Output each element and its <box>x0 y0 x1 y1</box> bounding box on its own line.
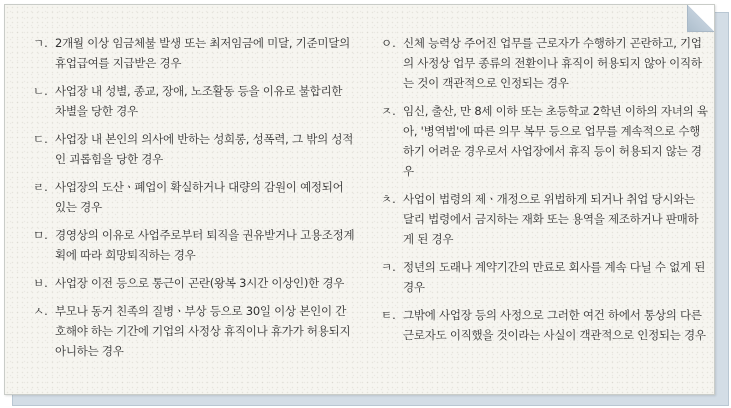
item-text: 사업장 이전 등으로 통근이 곤란(왕복 3시간 이상인)한 경우 <box>55 276 345 290</box>
folded-corner-icon <box>687 5 714 32</box>
item-text: 사업장의 도산ㆍ폐업이 확실하거나 대량의 감원이 예정되어 있는 경우 <box>55 180 344 214</box>
item-marker: ㅁ. <box>33 228 48 242</box>
list-item <box>33 225 355 265</box>
list-item <box>381 189 709 249</box>
list-item <box>33 177 355 217</box>
item-marker: ㅇ. <box>381 36 396 50</box>
item-marker: ㄴ. <box>33 84 48 98</box>
list-item <box>33 81 355 121</box>
item-text: 부모나 동거 친족의 질병ㆍ부상 등으로 30일 이상 본인이 간호해야 하는 기간에 기업의 사정상 휴직이나 휴가가 허용되지 아니하는 경우 <box>55 304 351 358</box>
item-text: 사업장 내 본인의 의사에 반하는 성희롱, 성폭력, 그 밖의 성적인 괴롭힘을 당한 경우 <box>55 132 354 166</box>
list-item <box>33 129 355 169</box>
item-text: 경영상의 이유로 사업주로부터 퇴직을 권유받거나 고용조정계획에 따라 희망퇴직하는 경우 <box>55 228 355 262</box>
item-text: 신체 능력상 주어진 업무를 근로자가 수행하기 곤란하고, 기업의 사정상 업무 종류의 전환이나 휴직이 허용되지 않아 이직하는 것이 객관적으로 인정되는 경우 <box>403 36 702 90</box>
item-marker: ㅌ. <box>381 308 396 322</box>
list-item <box>33 301 355 361</box>
item-marker: ㅊ. <box>381 192 396 206</box>
item-marker: ㄹ. <box>33 180 48 194</box>
list-item <box>33 33 355 73</box>
item-text: 2개월 이상 임금체불 발생 또는 최저임금에 미달, 기준미달의 휴업급여를 지급받은 경우 <box>55 36 350 70</box>
list-item <box>381 101 709 181</box>
list-item <box>381 33 709 93</box>
note-paper <box>4 4 715 395</box>
left-column <box>33 33 355 369</box>
item-marker: ㅂ. <box>33 276 48 290</box>
item-text: 사업장 내 성별, 종교, 장애, 노조활동 등을 이유로 불합리한 차별을 당한 경우 <box>55 84 343 118</box>
item-marker: ㅅ. <box>33 304 48 318</box>
item-text: 임신, 출산, 만 8세 이하 또는 초등학교 2학년 이하의 자녀의 육아, '병역법'에 따른 의무 복무 등으로 업무를 계속적으로 수행하기 어려운 경우로서 사업장에서 휴직 등이 허용되지 않는 경우 <box>403 104 708 178</box>
item-marker: ㄱ. <box>33 36 48 50</box>
item-text: 사업이 법령의 제ㆍ개정으로 위법하게 되거나 취업 당시와는 달리 법령에서 금지하는 재화 또는 용역을 제조하거나 판매하게 된 경우 <box>403 192 699 246</box>
list-item <box>381 257 709 297</box>
list-item <box>33 273 355 293</box>
item-text: 그밖에 사업장 등의 사정으로 그러한 여건 하에서 통상의 다른 근로자도 이직했을 것이라는 사실이 객관적으로 인정되는 경우 <box>403 308 706 342</box>
item-text: 정년의 도래나 계약기간의 만료로 회사를 계속 다닐 수 없게 된 경우 <box>403 260 706 294</box>
right-column <box>381 33 709 353</box>
item-marker: ㄷ. <box>33 132 48 146</box>
list-item <box>381 305 709 345</box>
item-marker: ㅋ. <box>381 260 396 274</box>
item-marker: ㅈ. <box>381 104 396 118</box>
